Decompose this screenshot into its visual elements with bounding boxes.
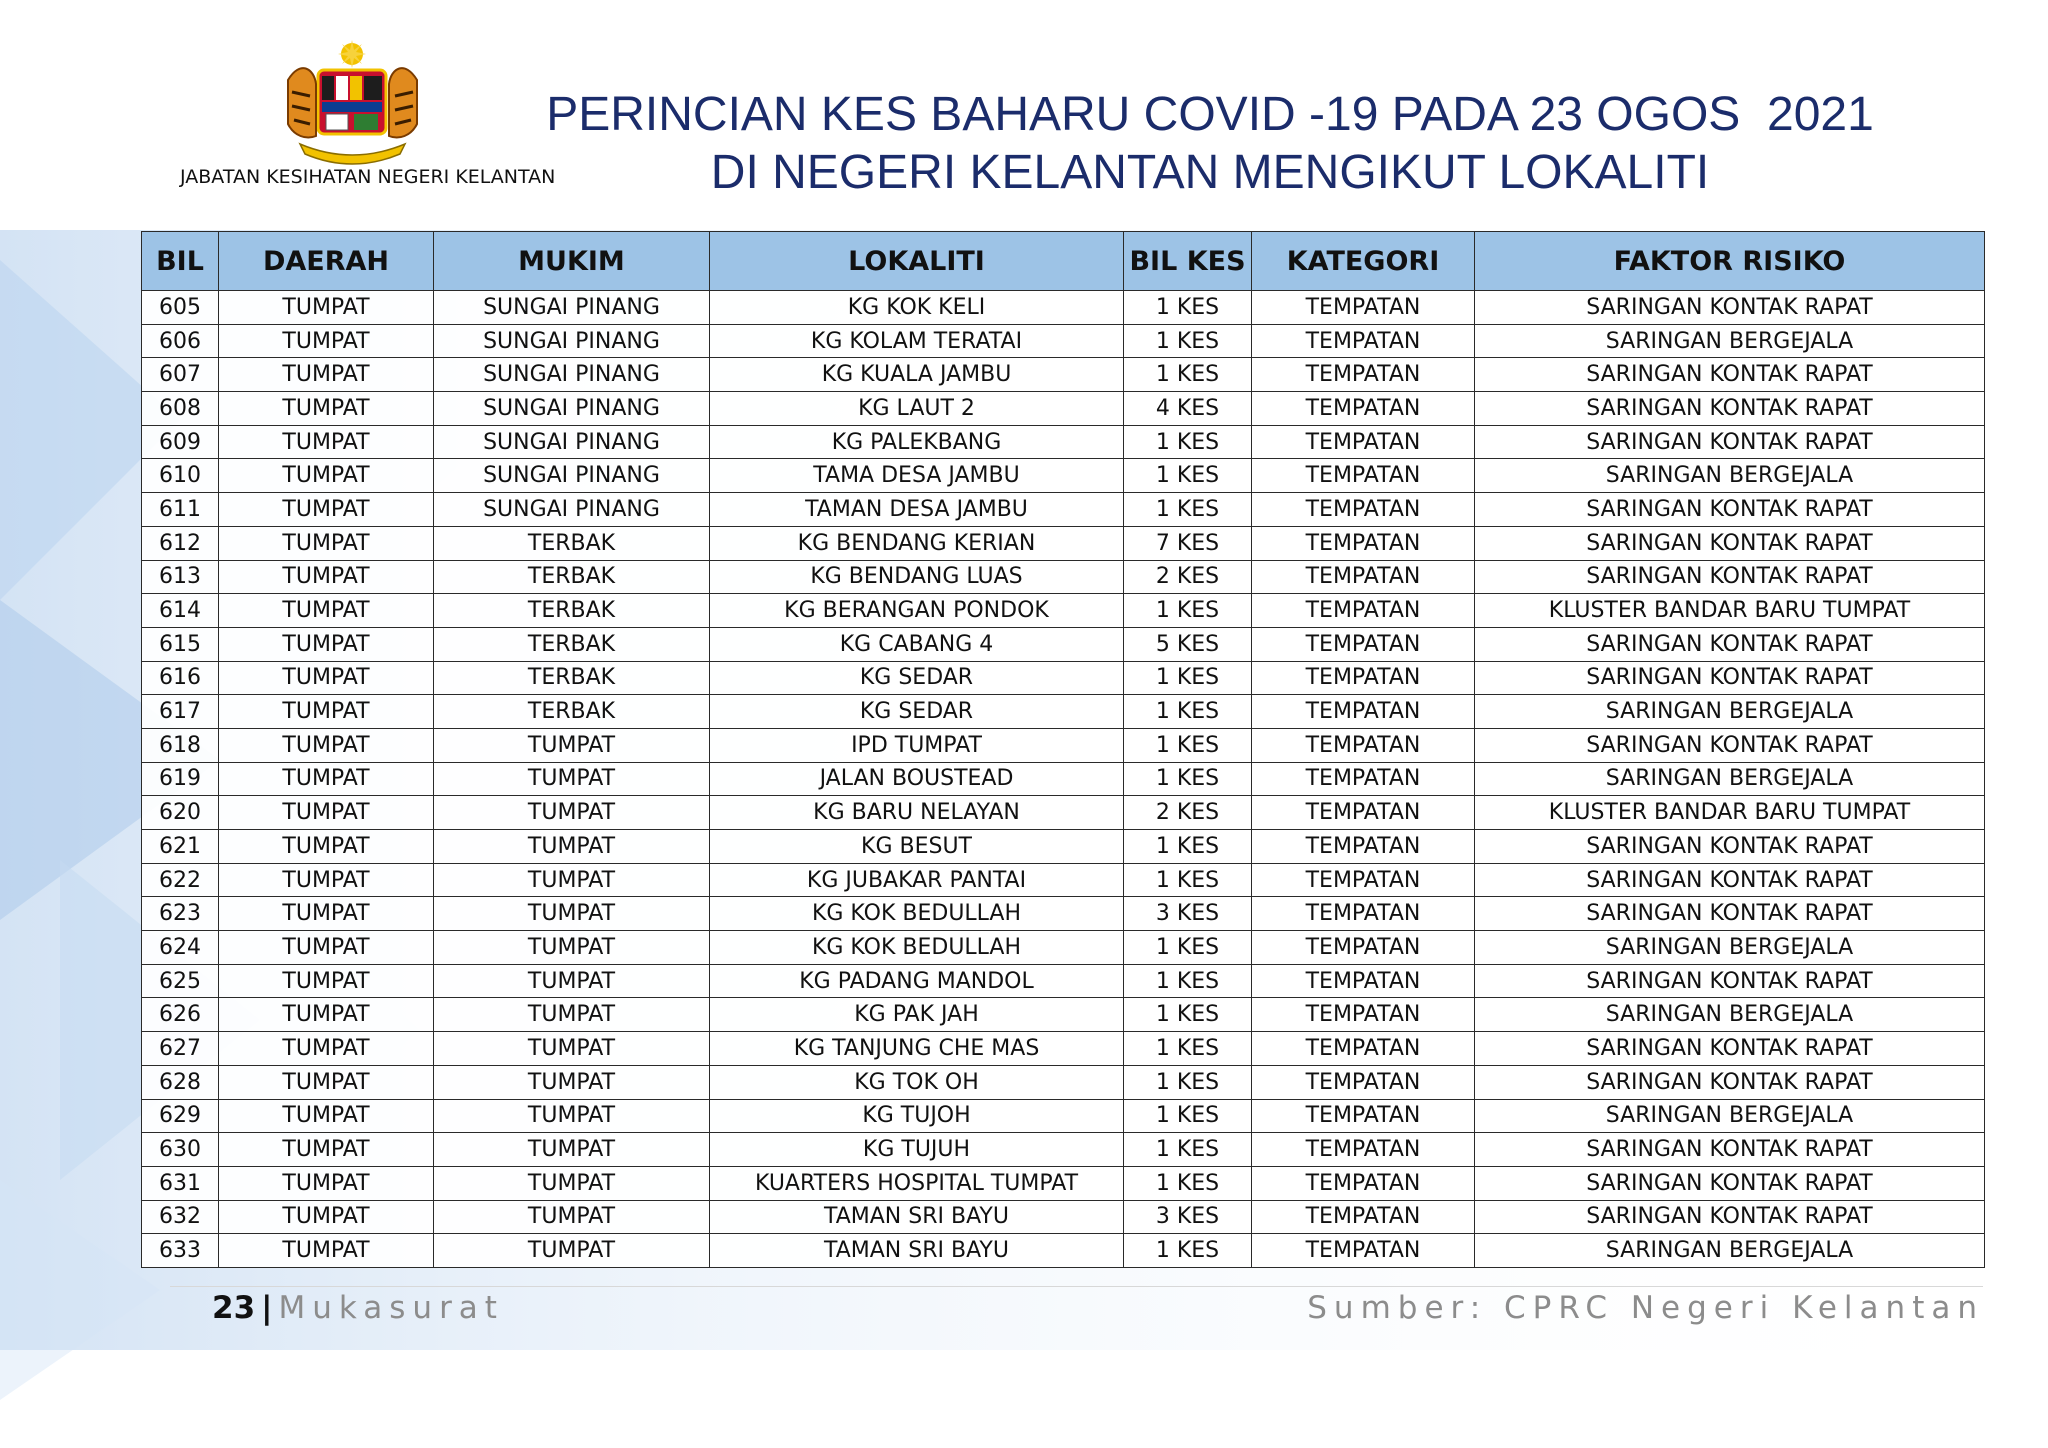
cell-kategori: TEMPATAN <box>1252 897 1475 931</box>
cell-mukim: TUMPAT <box>434 931 710 965</box>
table-row <box>142 425 1985 459</box>
cell-bil: 626 <box>142 998 219 1032</box>
cell-lokaliti: KG TUJOH <box>710 1099 1124 1133</box>
cell-daerah: TUMPAT <box>219 526 434 560</box>
title-line-2: DI NEGERI KELANTAN MENGIKUT LOKALITI <box>710 146 1710 199</box>
cell-kategori: TEMPATAN <box>1252 526 1475 560</box>
cell-kategori: TEMPATAN <box>1252 1032 1475 1066</box>
cell-lokaliti: IPD TUMPAT <box>710 728 1124 762</box>
cell-bil: 606 <box>142 324 219 358</box>
cell-faktor-risiko: SARINGAN KONTAK RAPAT <box>1475 728 1985 762</box>
cell-faktor-risiko: SARINGAN KONTAK RAPAT <box>1475 1133 1985 1167</box>
table-row <box>142 1200 1985 1234</box>
cell-kategori: TEMPATAN <box>1252 459 1475 493</box>
cell-faktor-risiko: KLUSTER BANDAR BARU TUMPAT <box>1475 796 1985 830</box>
cell-bil-kes: 7 KES <box>1124 526 1252 560</box>
cell-faktor-risiko: SARINGAN KONTAK RAPAT <box>1475 493 1985 527</box>
cell-daerah: TUMPAT <box>219 1200 434 1234</box>
table-row <box>142 392 1985 426</box>
cell-lokaliti: KG BESUT <box>710 830 1124 864</box>
table-row <box>142 863 1985 897</box>
table-row <box>142 1234 1985 1268</box>
cell-lokaliti: KG BENDANG KERIAN <box>710 526 1124 560</box>
cases-table <box>141 231 1985 1268</box>
cell-lokaliti: KG KUALA JAMBU <box>710 358 1124 392</box>
cell-lokaliti: KG KOK BEDULLAH <box>710 897 1124 931</box>
cell-mukim: SUNGAI PINANG <box>434 324 710 358</box>
cell-daerah: TUMPAT <box>219 661 434 695</box>
cell-mukim: TUMPAT <box>434 998 710 1032</box>
table-row <box>142 931 1985 965</box>
cell-mukim: TUMPAT <box>434 728 710 762</box>
cell-faktor-risiko: SARINGAN KONTAK RAPAT <box>1475 661 1985 695</box>
cell-bil: 616 <box>142 661 219 695</box>
table-row <box>142 1166 1985 1200</box>
cell-daerah: TUMPAT <box>219 830 434 864</box>
cell-bil: 622 <box>142 863 219 897</box>
footer-divider <box>170 1286 1983 1287</box>
cell-mukim: TERBAK <box>434 627 710 661</box>
cell-kategori: TEMPATAN <box>1252 425 1475 459</box>
cell-kategori: TEMPATAN <box>1252 594 1475 628</box>
cell-bil-kes: 1 KES <box>1124 358 1252 392</box>
cell-daerah: TUMPAT <box>219 560 434 594</box>
cell-bil-kes: 1 KES <box>1124 661 1252 695</box>
cell-daerah: TUMPAT <box>219 594 434 628</box>
cell-mukim: SUNGAI PINANG <box>434 425 710 459</box>
cell-bil: 620 <box>142 796 219 830</box>
cell-faktor-risiko: SARINGAN KONTAK RAPAT <box>1475 425 1985 459</box>
cell-bil: 632 <box>142 1200 219 1234</box>
cell-faktor-risiko: KLUSTER BANDAR BARU TUMPAT <box>1475 594 1985 628</box>
cell-daerah: TUMPAT <box>219 728 434 762</box>
cell-kategori: TEMPATAN <box>1252 661 1475 695</box>
cell-faktor-risiko: SARINGAN KONTAK RAPAT <box>1475 1032 1985 1066</box>
table-row <box>142 661 1985 695</box>
cell-mukim: TUMPAT <box>434 1032 710 1066</box>
cell-mukim: TERBAK <box>434 594 710 628</box>
cell-lokaliti: KG PALEKBANG <box>710 425 1124 459</box>
cell-faktor-risiko: SARINGAN KONTAK RAPAT <box>1475 358 1985 392</box>
cell-bil-kes: 1 KES <box>1124 291 1252 325</box>
cell-daerah: TUMPAT <box>219 695 434 729</box>
cell-lokaliti: KG KOK KELI <box>710 291 1124 325</box>
cell-mukim: TERBAK <box>434 695 710 729</box>
table-row <box>142 493 1985 527</box>
cell-faktor-risiko: SARINGAN KONTAK RAPAT <box>1475 627 1985 661</box>
cell-kategori: TEMPATAN <box>1252 998 1475 1032</box>
cell-bil-kes: 5 KES <box>1124 627 1252 661</box>
cell-kategori: TEMPATAN <box>1252 493 1475 527</box>
cell-kategori: TEMPATAN <box>1252 964 1475 998</box>
cell-bil-kes: 1 KES <box>1124 425 1252 459</box>
table-row <box>142 627 1985 661</box>
table-row <box>142 695 1985 729</box>
cell-faktor-risiko: SARINGAN KONTAK RAPAT <box>1475 897 1985 931</box>
column-header-faktor-risiko: FAKTOR RISIKO <box>1475 232 1985 291</box>
cell-lokaliti: TAMA DESA JAMBU <box>710 459 1124 493</box>
cell-bil: 624 <box>142 931 219 965</box>
cell-kategori: TEMPATAN <box>1252 1200 1475 1234</box>
table-header-row <box>142 232 1985 291</box>
cell-mukim: TERBAK <box>434 661 710 695</box>
table-row <box>142 728 1985 762</box>
cell-faktor-risiko: SARINGAN KONTAK RAPAT <box>1475 392 1985 426</box>
title-line-1: PERINCIAN KES BAHARU COVID -19 PADA 23 OGOS 2021 <box>546 88 1874 141</box>
cell-lokaliti: KG TANJUNG CHE MAS <box>710 1032 1124 1066</box>
cell-bil: 631 <box>142 1166 219 1200</box>
cell-bil-kes: 1 KES <box>1124 493 1252 527</box>
cell-mukim: TUMPAT <box>434 1099 710 1133</box>
table-row <box>142 897 1985 931</box>
cell-bil: 618 <box>142 728 219 762</box>
cell-daerah: TUMPAT <box>219 425 434 459</box>
cell-bil: 613 <box>142 560 219 594</box>
cell-mukim: TUMPAT <box>434 897 710 931</box>
cell-daerah: TUMPAT <box>219 1166 434 1200</box>
cell-faktor-risiko: SARINGAN BERGEJALA <box>1475 762 1985 796</box>
table-row <box>142 560 1985 594</box>
cell-mukim: TUMPAT <box>434 796 710 830</box>
cell-faktor-risiko: SARINGAN KONTAK RAPAT <box>1475 291 1985 325</box>
footer-separator: | <box>261 1290 273 1326</box>
cell-bil: 615 <box>142 627 219 661</box>
cell-daerah: TUMPAT <box>219 964 434 998</box>
cell-mukim: SUNGAI PINANG <box>434 493 710 527</box>
cell-lokaliti: KG SEDAR <box>710 661 1124 695</box>
table-row <box>142 324 1985 358</box>
cell-lokaliti: TAMAN DESA JAMBU <box>710 493 1124 527</box>
cell-daerah: TUMPAT <box>219 897 434 931</box>
cell-mukim: TUMPAT <box>434 762 710 796</box>
cell-lokaliti: KG LAUT 2 <box>710 392 1124 426</box>
page-footer <box>212 1290 504 1326</box>
cell-kategori: TEMPATAN <box>1252 695 1475 729</box>
cell-bil-kes: 1 KES <box>1124 594 1252 628</box>
cell-faktor-risiko: SARINGAN KONTAK RAPAT <box>1475 560 1985 594</box>
cell-bil-kes: 1 KES <box>1124 1032 1252 1066</box>
cell-faktor-risiko: SARINGAN BERGEJALA <box>1475 998 1985 1032</box>
cell-mukim: TUMPAT <box>434 1065 710 1099</box>
cell-lokaliti: KG TUJUH <box>710 1133 1124 1167</box>
cell-faktor-risiko: SARINGAN KONTAK RAPAT <box>1475 1200 1985 1234</box>
cell-bil: 608 <box>142 392 219 426</box>
cell-faktor-risiko: SARINGAN BERGEJALA <box>1475 1234 1985 1268</box>
cell-faktor-risiko: SARINGAN KONTAK RAPAT <box>1475 526 1985 560</box>
cell-lokaliti: KG PAK JAH <box>710 998 1124 1032</box>
cell-bil-kes: 1 KES <box>1124 998 1252 1032</box>
cell-kategori: TEMPATAN <box>1252 1234 1475 1268</box>
cell-bil: 619 <box>142 762 219 796</box>
cell-daerah: TUMPAT <box>219 459 434 493</box>
cell-bil-kes: 4 KES <box>1124 392 1252 426</box>
cell-daerah: TUMPAT <box>219 1234 434 1268</box>
cell-faktor-risiko: SARINGAN KONTAK RAPAT <box>1475 964 1985 998</box>
cell-bil: 617 <box>142 695 219 729</box>
cell-lokaliti: TAMAN SRI BAYU <box>710 1200 1124 1234</box>
cell-bil-kes: 1 KES <box>1124 459 1252 493</box>
cell-kategori: TEMPATAN <box>1252 1065 1475 1099</box>
cell-bil: 628 <box>142 1065 219 1099</box>
cell-bil-kes: 1 KES <box>1124 1166 1252 1200</box>
column-header-lokaliti: LOKALITI <box>710 232 1124 291</box>
cell-mukim: SUNGAI PINANG <box>434 358 710 392</box>
table-row <box>142 964 1985 998</box>
page-title <box>520 86 1900 202</box>
table-row <box>142 762 1985 796</box>
cell-faktor-risiko: SARINGAN BERGEJALA <box>1475 459 1985 493</box>
cell-bil: 627 <box>142 1032 219 1066</box>
cell-kategori: TEMPATAN <box>1252 1099 1475 1133</box>
cell-bil: 605 <box>142 291 219 325</box>
cell-mukim: SUNGAI PINANG <box>434 392 710 426</box>
cell-bil: 623 <box>142 897 219 931</box>
cell-bil-kes: 2 KES <box>1124 560 1252 594</box>
cell-lokaliti: KG KOK BEDULLAH <box>710 931 1124 965</box>
cell-bil: 630 <box>142 1133 219 1167</box>
page-label: Mukasurat <box>278 1290 504 1326</box>
cell-kategori: TEMPATAN <box>1252 627 1475 661</box>
cell-daerah: TUMPAT <box>219 796 434 830</box>
table-body <box>142 291 1985 1268</box>
cell-bil-kes: 3 KES <box>1124 1200 1252 1234</box>
cell-daerah: TUMPAT <box>219 1065 434 1099</box>
table-row <box>142 1133 1985 1167</box>
cell-bil-kes: 1 KES <box>1124 931 1252 965</box>
table-row <box>142 1032 1985 1066</box>
table-row <box>142 830 1985 864</box>
cell-daerah: TUMPAT <box>219 291 434 325</box>
table-row <box>142 1065 1985 1099</box>
cell-bil-kes: 1 KES <box>1124 1234 1252 1268</box>
column-header-kategori: KATEGORI <box>1252 232 1475 291</box>
cell-daerah: TUMPAT <box>219 998 434 1032</box>
cell-bil: 625 <box>142 964 219 998</box>
cell-mukim: TUMPAT <box>434 1133 710 1167</box>
column-header-bil-kes: BIL KES <box>1124 232 1252 291</box>
cell-lokaliti: KG PADANG MANDOL <box>710 964 1124 998</box>
cell-mukim: SUNGAI PINANG <box>434 459 710 493</box>
cell-bil-kes: 1 KES <box>1124 830 1252 864</box>
cell-kategori: TEMPATAN <box>1252 291 1475 325</box>
cell-bil: 621 <box>142 830 219 864</box>
cell-lokaliti: KG SEDAR <box>710 695 1124 729</box>
cell-bil-kes: 1 KES <box>1124 695 1252 729</box>
cell-bil-kes: 3 KES <box>1124 897 1252 931</box>
cell-mukim: SUNGAI PINANG <box>434 291 710 325</box>
cell-bil-kes: 1 KES <box>1124 964 1252 998</box>
cell-mukim: TUMPAT <box>434 830 710 864</box>
cell-mukim: TUMPAT <box>434 1234 710 1268</box>
cell-lokaliti: KG BARU NELAYAN <box>710 796 1124 830</box>
malaysia-coat-of-arms-icon <box>270 40 435 168</box>
cell-lokaliti: JALAN BOUSTEAD <box>710 762 1124 796</box>
cell-bil-kes: 1 KES <box>1124 728 1252 762</box>
cell-lokaliti: KG KOLAM TERATAI <box>710 324 1124 358</box>
cell-mukim: TUMPAT <box>434 1200 710 1234</box>
page-number: 23 <box>212 1290 256 1326</box>
cell-daerah: TUMPAT <box>219 358 434 392</box>
cell-mukim: TUMPAT <box>434 1166 710 1200</box>
cell-kategori: TEMPATAN <box>1252 324 1475 358</box>
cell-faktor-risiko: SARINGAN BERGEJALA <box>1475 695 1985 729</box>
cell-bil: 612 <box>142 526 219 560</box>
table-row <box>142 358 1985 392</box>
column-header-bil: BIL <box>142 232 219 291</box>
cell-mukim: TUMPAT <box>434 964 710 998</box>
cell-kategori: TEMPATAN <box>1252 796 1475 830</box>
cell-kategori: TEMPATAN <box>1252 392 1475 426</box>
source-credit: Sumber: CPRC Negeri Kelantan <box>1307 1290 1984 1326</box>
cell-lokaliti: KG BENDANG LUAS <box>710 560 1124 594</box>
cell-daerah: TUMPAT <box>219 493 434 527</box>
table-row <box>142 1099 1985 1133</box>
cell-kategori: TEMPATAN <box>1252 863 1475 897</box>
cell-bil: 610 <box>142 459 219 493</box>
cell-kategori: TEMPATAN <box>1252 560 1475 594</box>
cell-daerah: TUMPAT <box>219 863 434 897</box>
cell-kategori: TEMPATAN <box>1252 762 1475 796</box>
cell-daerah: TUMPAT <box>219 392 434 426</box>
cell-faktor-risiko: SARINGAN BERGEJALA <box>1475 324 1985 358</box>
cell-faktor-risiko: SARINGAN BERGEJALA <box>1475 931 1985 965</box>
cell-daerah: TUMPAT <box>219 762 434 796</box>
cell-daerah: TUMPAT <box>219 1032 434 1066</box>
column-header-daerah: DAERAH <box>219 232 434 291</box>
table-row <box>142 796 1985 830</box>
column-header-mukim: MUKIM <box>434 232 710 291</box>
cell-kategori: TEMPATAN <box>1252 728 1475 762</box>
department-name: JABATAN KESIHATAN NEGERI KELANTAN <box>180 166 556 188</box>
table-row <box>142 526 1985 560</box>
cell-kategori: TEMPATAN <box>1252 358 1475 392</box>
cell-kategori: TEMPATAN <box>1252 830 1475 864</box>
cell-bil-kes: 1 KES <box>1124 1099 1252 1133</box>
cell-lokaliti: KG BERANGAN PONDOK <box>710 594 1124 628</box>
cell-mukim: TERBAK <box>434 560 710 594</box>
table-row <box>142 594 1985 628</box>
cell-bil: 607 <box>142 358 219 392</box>
cell-mukim: TUMPAT <box>434 863 710 897</box>
cell-lokaliti: KG TOK OH <box>710 1065 1124 1099</box>
cell-kategori: TEMPATAN <box>1252 931 1475 965</box>
cell-daerah: TUMPAT <box>219 627 434 661</box>
cell-bil: 633 <box>142 1234 219 1268</box>
cell-daerah: TUMPAT <box>219 1133 434 1167</box>
table-row <box>142 291 1985 325</box>
cell-bil: 609 <box>142 425 219 459</box>
table-row <box>142 998 1985 1032</box>
cell-bil-kes: 1 KES <box>1124 1065 1252 1099</box>
cell-faktor-risiko: SARINGAN KONTAK RAPAT <box>1475 830 1985 864</box>
cell-daerah: TUMPAT <box>219 931 434 965</box>
cell-bil: 629 <box>142 1099 219 1133</box>
table-row <box>142 459 1985 493</box>
cell-kategori: TEMPATAN <box>1252 1166 1475 1200</box>
cell-daerah: TUMPAT <box>219 1099 434 1133</box>
cell-bil: 614 <box>142 594 219 628</box>
cell-lokaliti: KUARTERS HOSPITAL TUMPAT <box>710 1166 1124 1200</box>
cell-lokaliti: KG JUBAKAR PANTAI <box>710 863 1124 897</box>
coat-of-arms-logo <box>270 40 435 168</box>
cell-faktor-risiko: SARINGAN KONTAK RAPAT <box>1475 1166 1985 1200</box>
cell-mukim: TERBAK <box>434 526 710 560</box>
cell-bil-kes: 1 KES <box>1124 324 1252 358</box>
cell-daerah: TUMPAT <box>219 324 434 358</box>
cell-bil-kes: 1 KES <box>1124 863 1252 897</box>
cell-bil-kes: 2 KES <box>1124 796 1252 830</box>
cell-bil-kes: 1 KES <box>1124 1133 1252 1167</box>
cell-faktor-risiko: SARINGAN BERGEJALA <box>1475 1099 1985 1133</box>
cell-lokaliti: KG CABANG 4 <box>710 627 1124 661</box>
cell-lokaliti: TAMAN SRI BAYU <box>710 1234 1124 1268</box>
cell-kategori: TEMPATAN <box>1252 1133 1475 1167</box>
cell-faktor-risiko: SARINGAN KONTAK RAPAT <box>1475 1065 1985 1099</box>
cell-faktor-risiko: SARINGAN KONTAK RAPAT <box>1475 863 1985 897</box>
cell-bil-kes: 1 KES <box>1124 762 1252 796</box>
cell-bil: 611 <box>142 493 219 527</box>
